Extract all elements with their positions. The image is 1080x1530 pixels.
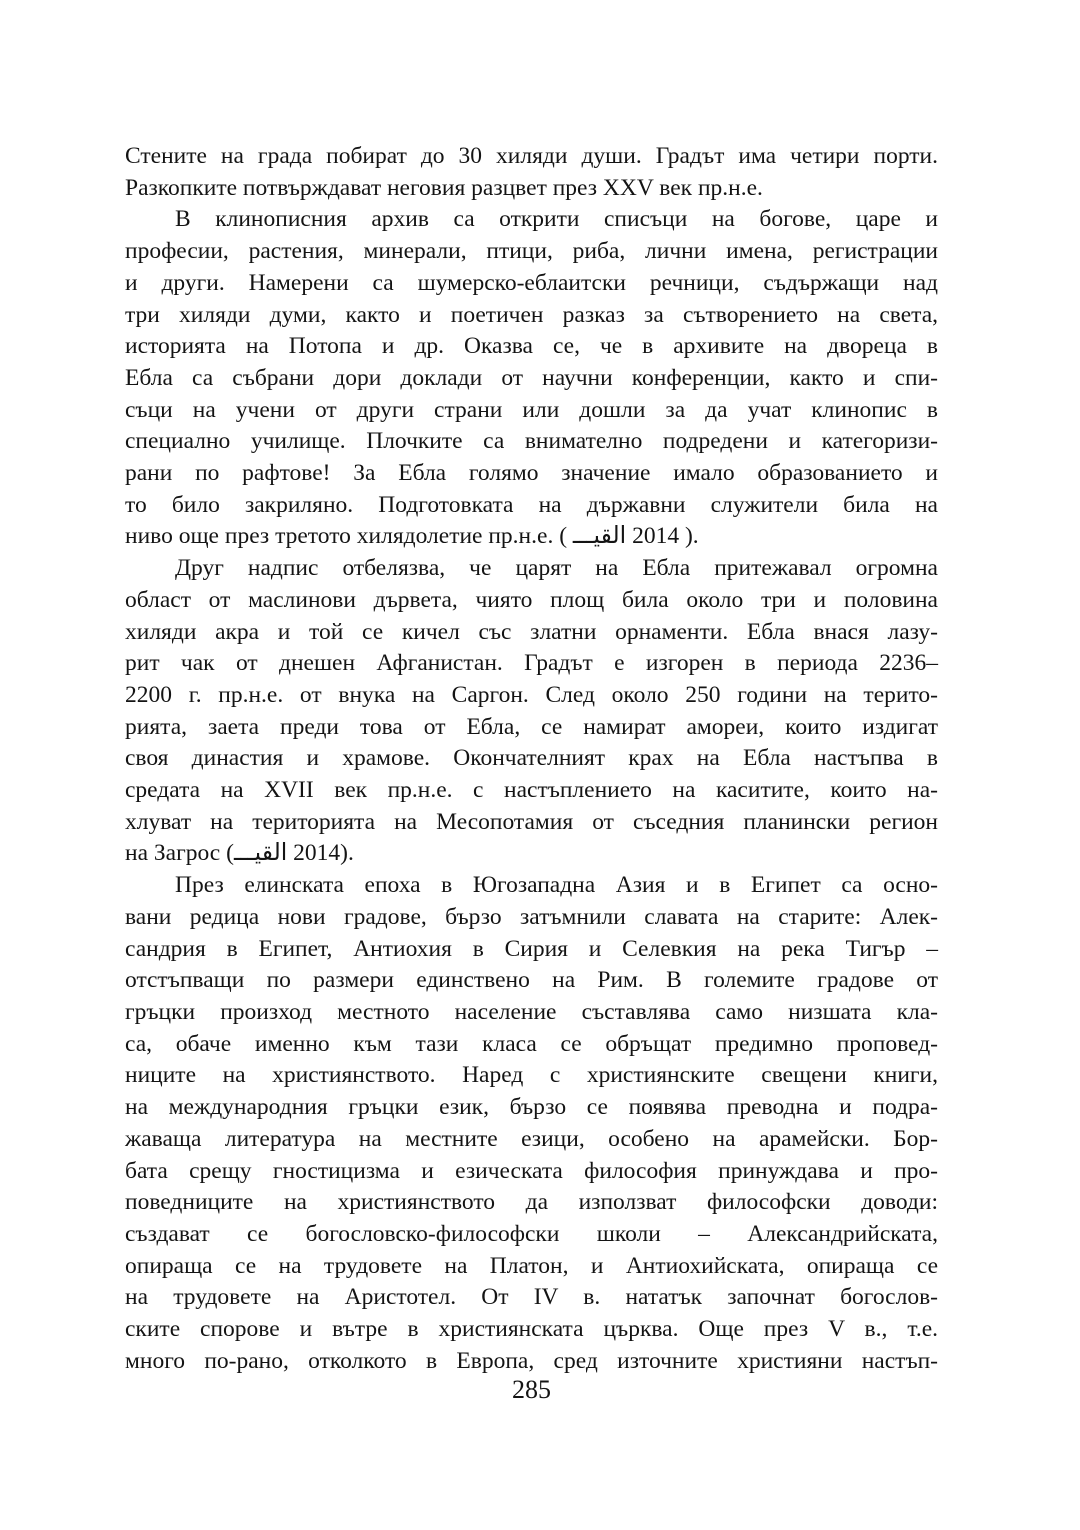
text-line: на Загрос (القيـــ‎ 2014). (125, 840, 354, 867)
text-line: създават се богословско-философски школи – Александрийската, (125, 1220, 938, 1247)
page-text-block (125, 141, 938, 1377)
text-line: ниво още през третото хилядолетие пр.н.е. ( القيـــ‎ 2014 ). (125, 523, 699, 550)
text-line: на трудовете на Аристотел. От IV в. нататък започнат богослов- (125, 1284, 938, 1311)
page-number: 285 (512, 1375, 551, 1404)
text-line: сандрия в Египет, Антиохия в Сирия и Селевкия на река Тигър – (125, 935, 938, 962)
text-line: са, обаче именно към тази класа се обръщат предимно проповед- (125, 1030, 938, 1057)
text-line: специално училище. Плочките са внимателно подредени и категоризи- (125, 428, 938, 455)
text-line: ниците на християнството. Наред с християнските свещени книги, (125, 1062, 938, 1089)
text-line: ските спорове и вътре в християнската църква. Още през V в., т.е. (125, 1316, 938, 1343)
text-line: хиляди акра и той се кичел със златни орнаменти. Ебла внася лазу- (125, 618, 938, 645)
text-line: Ебла са събрани дори доклади от научни конференции, както и спи- (125, 364, 938, 391)
text-line: вани редица нови градове, бързо затъмнили славата на старите: Алек- (125, 903, 938, 930)
text-line: историята на Потопа и др. Оказва се, че в архивите на двореца в (125, 333, 938, 360)
text-line: гръцки произход местното население съставлява само низшата кла- (125, 998, 938, 1025)
text-line: хлуват на територията на Месопотамия от съседния планински регион (125, 808, 938, 835)
text-line: много по-рано, отколкото в Европа, сред източните християни настъп- (125, 1347, 938, 1374)
text-line: рията, заета преди това от Ебла, се намират амореи, които издигат (125, 713, 938, 740)
text-line: Друг надпис отбелязва, че царят на Ебла притежавал огромна (175, 555, 938, 582)
text-line: и други. Намерени са шумерско-еблаитски речници, съдържащи над (125, 269, 938, 296)
text-line: поведниците на християнството да използват философски доводи: (125, 1189, 938, 1216)
text-line: средата на XVII век пр.н.е. с настъплението на каситите, които на- (125, 777, 938, 804)
text-line: Разкопките потвърждават неговия разцвет през XXV век пр.н.е. (125, 174, 763, 201)
text-line: отстъпващи по размери единствено на Рим. В големите градове от (125, 967, 938, 994)
text-line: своя династия и храмове. Окончателният крах на Ебла настъпва в (125, 745, 938, 772)
text-line: През елинската епоха в Югозападна Азия и в Египет са осно- (175, 872, 938, 899)
text-line: област от маслинови дървета, чиято площ била около три и половина (125, 586, 938, 613)
text-line: жаваща литература на местните езици, особено на арамейски. Бор- (125, 1125, 938, 1152)
text-line: Стените на града побират до 30 хиляди души. Градът има четири порти. (125, 143, 938, 169)
text-line: бата срещу гностицизма и езическата философия принуждава и про- (125, 1157, 938, 1184)
text-line: съци на учени от други страни или дошли за да учат клинопис в (125, 396, 938, 423)
text-line: рани по рафтове! За Ебла голямо значение имало образованието и (125, 460, 938, 487)
text-line: опираща се на трудовете на Платон, и Антиохийската, опираща се (125, 1252, 938, 1279)
text-line: 2200 г. пр.н.е. от внука на Саргон. След около 250 години на терито- (125, 681, 938, 708)
text-line: професии, растения, минерали, птици, риба, лични имена, регистрации (125, 238, 938, 265)
text-line: три хиляди думи, както и поетичен разказ за сътворението на света, (125, 301, 938, 328)
text-line: то било закриляно. Подготовката на държавни служители била на (125, 491, 938, 518)
text-line: В клинописния архив са открити списъци на богове, царе и (175, 206, 938, 233)
text-line: на международния гръцки език, бързо се появява преводна и подра- (125, 1094, 938, 1121)
text-line: рит чак от днешен Афганистан. Градът е изгорен в периода 2236– (125, 650, 938, 677)
